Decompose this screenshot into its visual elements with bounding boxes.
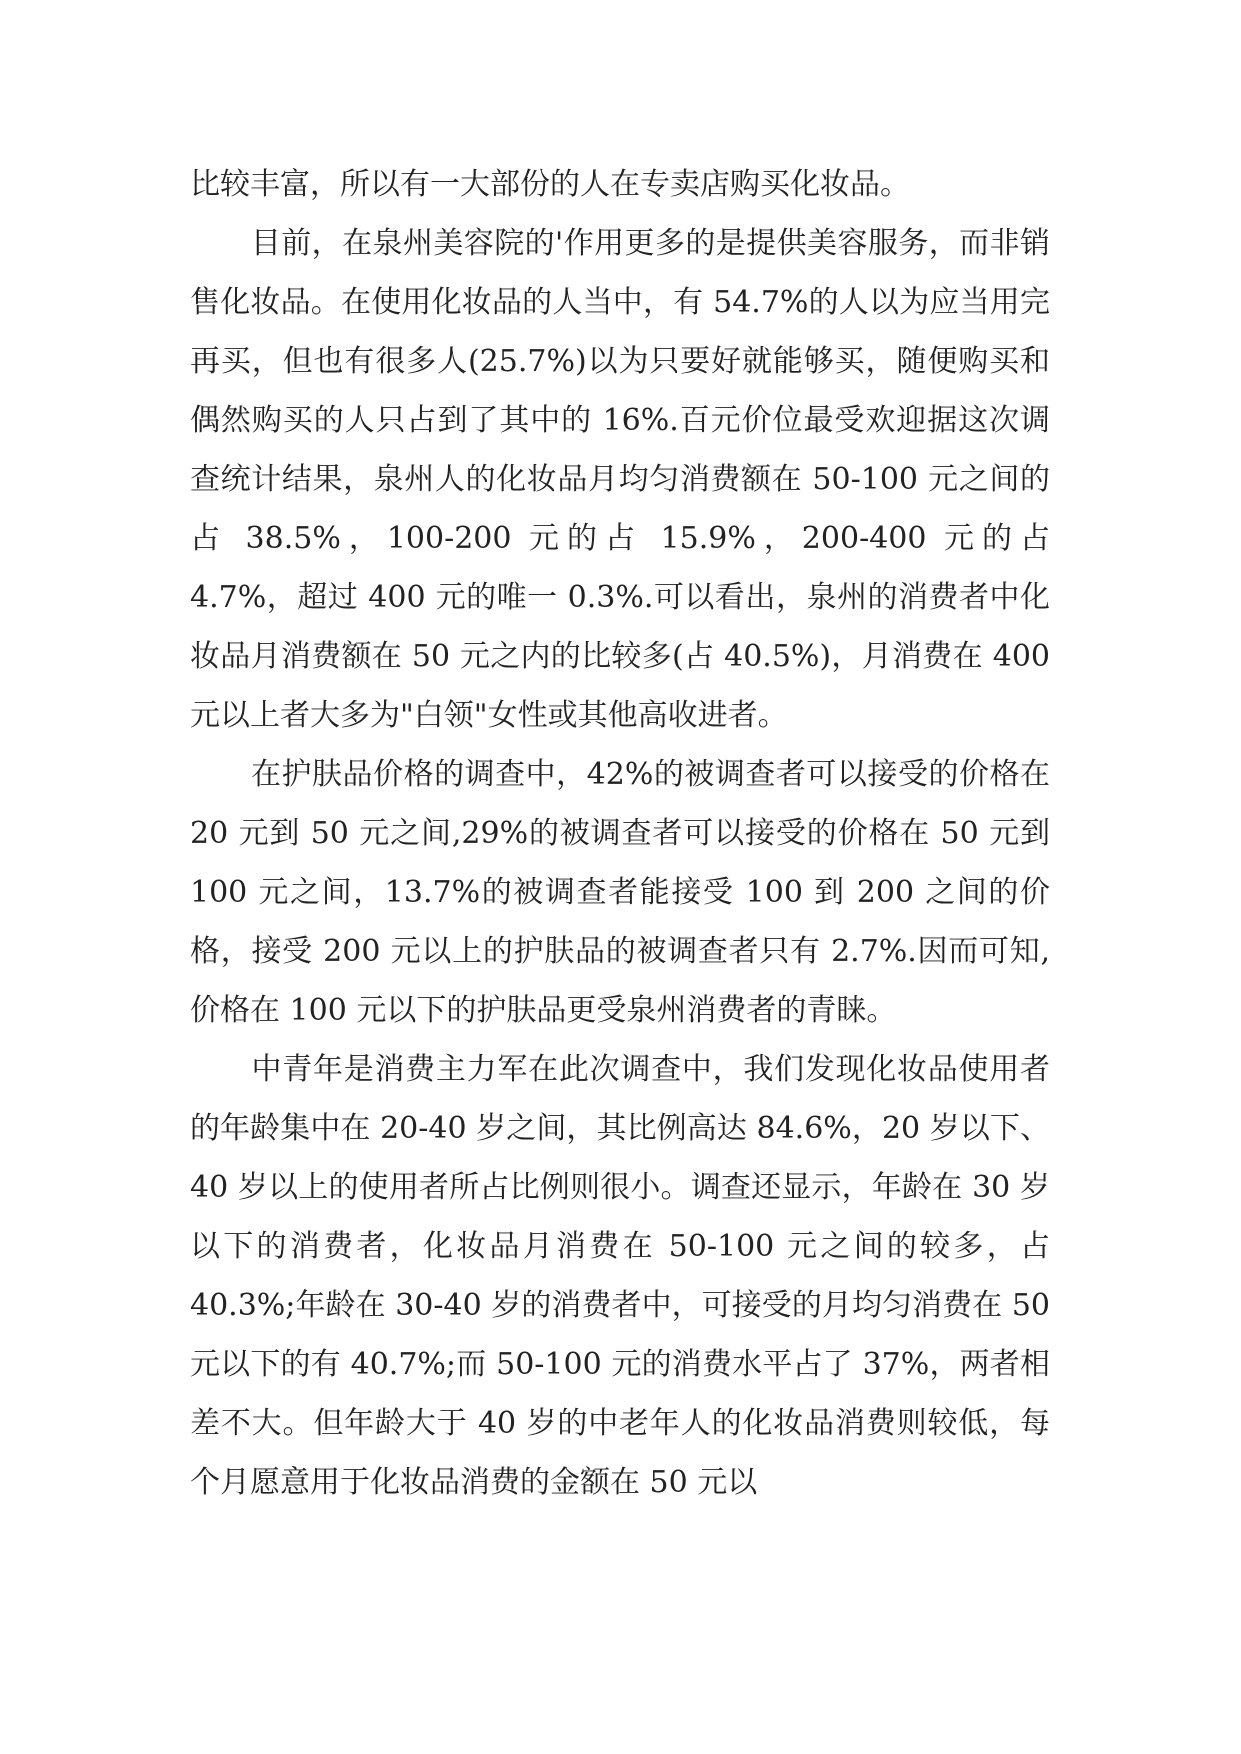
paragraph-skincare-price: 在护肤品价格的调查中，42%的被调查者可以接受的价格在 20 元到 50 元之间,29%的被调查者可以接受的价格在 50 元到 100 元之间，13.7%的被调查者能接受 100 到 200 之间的价格，接受 200 元以上的护肤品的被调查者只有 2.7%.因而可知,价格在 100 元以下的护肤品更受泉州消费者的青睐。 (190, 757, 1060, 1028)
body-text (190, 155, 1060, 1512)
paragraph-continuation: 比较丰富，所以有一大部份的人在专卖店购买化妆品。 (190, 167, 910, 202)
paragraph-age-groups: 中青年是消费主力军在此次调查中，我们发现化妆品使用者的年龄集中在 20-40 岁之间，其比例高达 84.6%，20 岁以下、40 岁以上的使用者所占比例则很小。调查还显示，年龄在 30 岁以下的消费者，化妆品月消费在 50-100 元之间的较多，占 40.3%;年龄在 30-40 岁的消费者中，可接受的月均匀消费在 50 元以下的有 40.7%;而 50-100 元的消费水平占了 37%，两者相差不大。但年龄大于 40 岁的中老年人的化妆品消费则较低，每个月愿意用于化妆品消费的金额在 50 元以 (190, 1052, 1060, 1500)
paragraph-beauty-salon-and-spending: 目前，在泉州美容院的'作用更多的是提供美容服务，而非销售化妆品。在使用化妆品的人当中，有 54.7%的人以为应当用完再买，但也有很多人(25.7%)以为只要好就能够买，随便购买和偶然购买的人只占到了其中的 16%.百元价位最受欢迎据这次调查统计结果，泉州人的化妆品月均匀消费额在 50-100 元之间的占 38.5%，100-200 元的占 15.9%，200-400 元的占 4.7%，超过 400 元的唯一 0.3%.可以看出，泉州的消费者中化妆品月消费额在 50 元之内的比较多(占 40.5%)，月消费在 400 元以上者大多为"白领"女性或其他高收进者。 (190, 226, 1060, 733)
